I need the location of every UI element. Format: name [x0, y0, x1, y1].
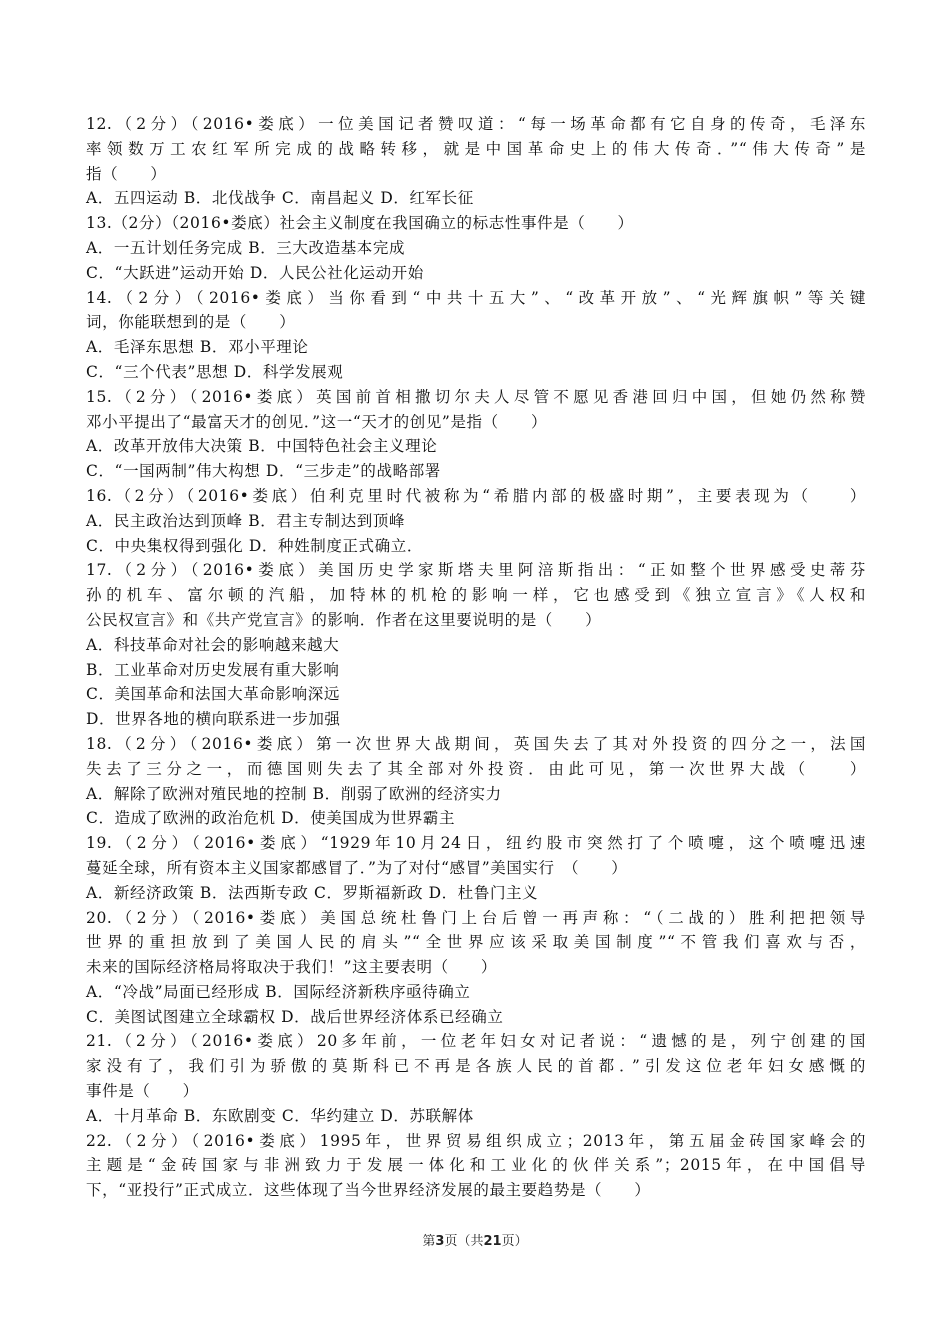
text-line: 失去了三分之一，而德国则失去了其全部对外投资．由此可见，第一次世界大战（ ）: [86, 759, 866, 778]
text-line: C．“大跃进”运动开始 D．人民公社化运动开始: [86, 263, 424, 282]
text-line: 指（ ）: [86, 164, 167, 183]
text-line: 词，你能联想到的是（ ）: [86, 313, 296, 332]
text-line: 20.（2分）（2016•娄底）美国总统杜鲁门上台后曾一再声称：“（二战的）胜利把把领导: [86, 908, 866, 927]
text-line: A．科技革命对社会的影响越来越大: [86, 635, 340, 654]
footer-page-number: 3: [435, 1234, 445, 1249]
text-line: 公民权宣言》和《共产党宣言》的影响．作者在这里要说明的是（ ）: [86, 610, 602, 629]
text-line: 12.（2分）（2016•娄底）一位美国记者赞叹道：“每一场革命都有它自身的传奇，毛泽东: [86, 115, 866, 133]
text-line: A．“冷战”局面已经形成 B．国际经济新秩序亟待确立: [86, 982, 471, 1001]
text-line: 21.（2分）（2016•娄底）20多年前，一位老年妇女对记者说：“遗憾的是，列宁创建的国: [86, 1032, 866, 1051]
text-line: 下，“亚投行”正式成立．这些体现了当今世界经济发展的最主要趋势是（ ）: [86, 1181, 651, 1200]
text-line: 16.（2分）（2016•娄底）伯利克里时代被称为“希腊内部的极盛时期”，主要表现为（ ）: [86, 486, 866, 505]
text-line: 13.（2分）（2016•娄底）社会主义制度在我国确立的标志性事件是（ ）: [86, 214, 634, 233]
text-line: A．改革开放伟大决策 B．中国特色社会主义理论: [86, 437, 438, 456]
text-line: 19.（2分）（2016•娄底）“1929年10月24日，纽约股市突然打了个喷嚏，这个喷嚏迅速: [86, 834, 866, 853]
page-footer: [0, 1230, 950, 1249]
text-line: C．美图试图建立全球霸权 D．战后世界经济体系已经确立: [86, 1007, 504, 1026]
text-line: 22.（2分）（2016•娄底）1995年，世界贸易组织成立；2013年，第五届金砖国家峰会的: [86, 1131, 866, 1150]
text-line: 主题是“金砖国家与非洲致力于发展一体化和工业化的伙伴关系”；2015年，在中国倡导: [86, 1156, 866, 1175]
exam-page-content: [86, 112, 866, 1203]
text-line: B．工业革命对历史发展有重大影响: [86, 660, 340, 679]
text-line: C．“三个代表”思想 D．科学发展观: [86, 362, 344, 381]
text-line: A．民主政治达到顶峰 B．君主专制达到顶峰: [86, 511, 406, 530]
footer-total-pages: 21: [483, 1234, 502, 1249]
text-line: 家没有了，我们引为骄傲的莫斯科已不再是各族人民的首都．”引发这位老年妇女感慨的: [86, 1057, 866, 1076]
text-line: 17.（2分）（2016•娄底）美国历史学家斯塔夫里阿涪斯指出：“正如整个世界感受史蒂芬: [86, 561, 866, 580]
text-line: A．五四运动 B．北伐战争 C．南昌起义 D．红军长征: [86, 189, 474, 208]
text-line: C．中央集权得到强化 D．种姓制度正式确立．: [86, 536, 423, 555]
text-line: 15.（2分）（2016•娄底）英国前首相撒切尔夫人尽管不愿见香港回归中国，但她仍然称赞: [86, 387, 866, 406]
footer-suffix: 页）: [501, 1234, 528, 1249]
text-line: 未来的国际经济格局将取决于我们！”这主要表明（ ）: [86, 958, 498, 977]
text-line: A．一五计划任务完成 B．三大改造基本完成: [86, 238, 406, 257]
text-line: A．新经济政策 B．法西斯专政 C．罗斯福新政 D．杜鲁门主义: [86, 883, 539, 902]
text-line: A．十月革命 B．东欧剧变 C．华约建立 D．苏联解体: [86, 1106, 474, 1125]
text-line: 率领数万工农红军所完成的战略转移，就是中国革命史上的伟大传奇．”“伟大传奇”是: [86, 139, 866, 158]
text-line: A．毛泽东思想 B．邓小平理论: [86, 338, 309, 357]
footer-prefix: 第: [422, 1234, 436, 1249]
text-line: D．世界各地的横向联系进一步加强: [86, 710, 341, 729]
text-line: C．“一国两制”伟大构想 D．“三步走”的战略部署: [86, 462, 441, 481]
footer-middle: 页（共: [444, 1234, 484, 1249]
text-line: 世界的重担放到了美国人民的肩头”“全世界应该采取美国制度”“不管我们喜欢与否，: [86, 933, 866, 952]
text-line: 18.（2分）（2016•娄底）第一次世界大战期间，英国失去了其对外投资的四分之一，法国: [86, 734, 866, 753]
text-line: C．美国革命和法国大革命影响深远: [86, 685, 340, 704]
text-line: A．解除了欧洲对殖民地的控制 B．削弱了欧洲的经济实力: [86, 784, 502, 803]
text-line: C．造成了欧洲的政治危机 D．使美国成为世界霸主: [86, 809, 456, 828]
text-line: 14.（2分）（2016•娄底）当你看到“中共十五大”、“改革开放”、“光辉旗帜”等关键: [86, 288, 866, 307]
text-line: 孙的机车、富尔顿的汽船，加特林的机枪的影响一样，它也感受到《独立宣言》《人权和: [86, 586, 866, 605]
text-line: 邓小平提出了“最富天才的创见．”这一“天才的创见”是指（ ）: [86, 412, 548, 431]
text-line: 事件是（ ）: [86, 1082, 199, 1101]
text-line: 蔓延全球，所有资本主义国家都感冒了．”为了对付“感冒”美国实行 （ ）: [86, 858, 628, 877]
